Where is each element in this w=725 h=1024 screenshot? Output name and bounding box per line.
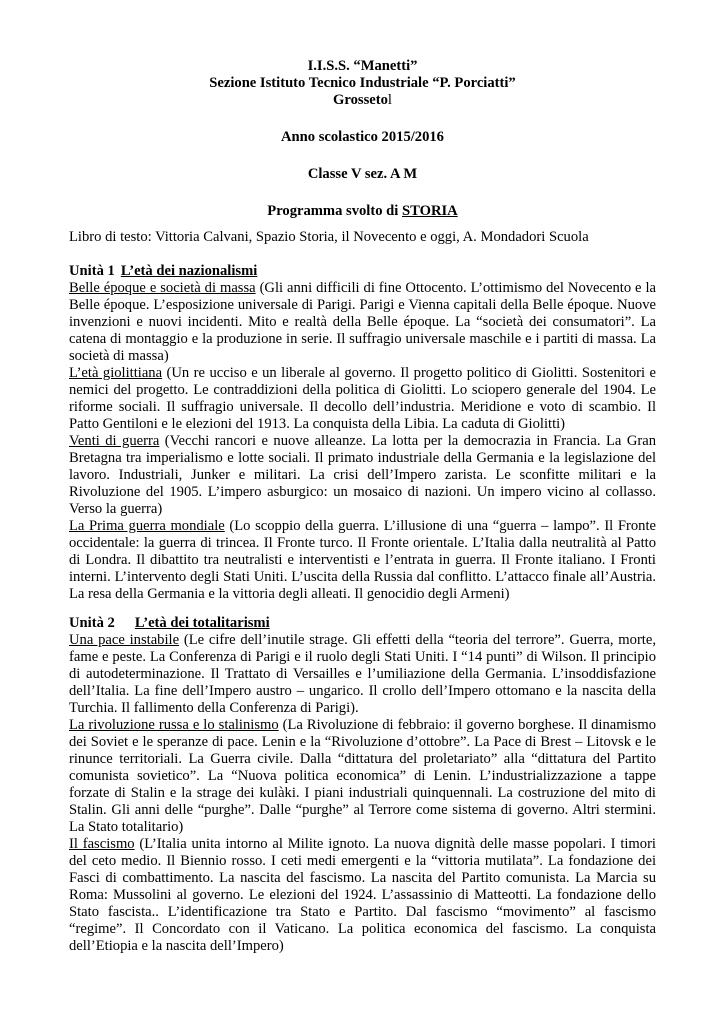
section-text: (Vecchi rancori e nuove alleanze. La lotta per la democrazia in Francia. La Gran Bretagna tra imperialismo e lotte sociali. Il primato industriale della Germania e la legislazione del lavoro. Industriali, Junker e militari. La crisi dell’Impero zarista. Le sconfitte militari e la Rivoluzione del 1905. L’impero asburgico: un mosaico di nazioni. Un impero vicino al collasso. Verso la guerra) <box>69 433 656 517</box>
unit-1-section-2 <box>69 365 656 433</box>
unit-label: Unità 1 <box>69 263 115 279</box>
unit-1 <box>69 263 656 603</box>
unit-2-section-2 <box>69 717 656 836</box>
section-heading: Venti di guerra <box>69 433 160 449</box>
school-section: Sezione Istituto Tecnico Industriale “P. Porciatti” <box>209 75 516 91</box>
unit-2-section-1 <box>69 632 656 717</box>
section-heading: La rivoluzione russa e lo stalinismo <box>69 717 279 733</box>
city-stray-mark: l <box>387 92 392 108</box>
subject-name: STORIA <box>402 203 458 219</box>
program-title <box>0 203 725 220</box>
unit-1-section-3 <box>69 433 656 518</box>
school-city: Grosseto <box>333 92 388 108</box>
program-prefix: Programma svolto di <box>267 203 402 219</box>
unit-1-heading <box>69 263 656 280</box>
unit-title: L’età dei nazionalismi <box>120 263 258 279</box>
section-heading: Belle époque e società di massa <box>69 280 256 296</box>
section-text: (Le cifre dell’inutile strage. Gli effetti della “teoria del terrore”. Guerra, morte, fame e peste. La Conferenza di Parigi e il ruolo degli Stati Uniti. I “14 punti” di Wilson. Il principio di autodeterminazione. Il Trattato di Versailles e l’umiliazione della Germania. L’insoddisfazione dell’Italia. La fine dell’Impero austro – ungarico. Il crollo dell’Impero ottomano e la nascita della Turchia. Il fallimento della Conferenza di Parigi). <box>69 632 656 716</box>
section-text: (La Rivoluzione di febbraio: il governo borghese. Il dinamismo dei Soviet e le speranze di pace. Lenin e la “Rivoluzione d’ottobre”. La Pace di Brest – Litovsk e le rinunce territoriali. La Guerra civile. Dalla “dittatura del proletariato” alla “dittatura del Partito comunista sovietico”. La “Nuova politica economica” di Lenin. L’industrializzazione a tappe forzate di Stalin e la strage dei kulàki. I piani industriali quinquennali. La costruzione del mito di Stalin. Gli anni delle “purghe”. Dalle “purghe” al Terrore come sistema di governo. Altri stermini. La Stato totalitario) <box>69 717 656 835</box>
school-name: I.I.S.S. “Manetti” <box>307 58 418 74</box>
section-text: (Un re ucciso e un liberale al governo. Il progetto politico di Giolitti. Sostenitori e nemici del progetto. Le contraddizioni della politica di Giolitti. Lo sciopero generale del 1904. Le riforme sociali. Il suffragio universale. Il decollo dell’industria. Meridione e voto di scambio. Il Patto Gentiloni e le elezioni del 1913. La conquista della Libia. La caduta di Giolitti) <box>69 365 657 432</box>
unit-title: L’età dei totalitarismi <box>134 615 270 631</box>
unit-2 <box>69 615 656 955</box>
textbook-line: Libro di testo: Vittoria Calvani, Spazio Storia, il Novecento e oggi, A. Mondadori Scuola <box>69 229 589 245</box>
section-heading: L’età giolittiana <box>69 365 163 381</box>
section-heading: La Prima guerra mondiale <box>69 518 225 534</box>
school-year: Anno scolastico 2015/2016 <box>281 129 444 145</box>
unit-2-section-3 <box>69 836 656 955</box>
unit-label: Unità 2 <box>69 615 115 631</box>
school-city-line <box>0 92 725 109</box>
section-heading: Una pace instabile <box>69 632 180 648</box>
unit-1-section-1 <box>69 280 656 365</box>
section-heading: Il fascismo <box>69 836 135 852</box>
unit-2-heading <box>69 615 656 632</box>
class-label: Classe V sez. A M <box>307 166 418 182</box>
unit-1-section-4 <box>69 518 656 603</box>
section-text: (L’Italia unita intorno al Milite ignoto. La nuova dignità delle masse popolari. I timori del ceto medio. Il Biennio rosso. I ceti medi emergenti e la “vittoria mutilata”. La fondazione dei Fasci di combattimento. La nascita del fascismo. La nascita del Partito comunista. La Marcia su Roma: Mussolini al governo. Le elezioni del 1924. L’assassinio di Matteotti. La fondazione dello Stato fascista.. L’identificazione tra Stato e Partito. Dal fascismo “movimento” al fascismo “regime”. Il Concordato con il Vaticano. La politica economica del fascismo. La conquista dell’Etiopia e la nascita dell’Impero) <box>69 836 656 954</box>
document-header <box>0 58 725 220</box>
section-text: (Gli anni difficili di fine Ottocento. L’ottimismo del Novecento e la Belle époque. L’esposizione universale di Parigi. Parigi e Vienna capitali della Belle époque. Nuove invenzioni e nuovi incidenti. Mito e realtà della Belle époque. La “società dei consumatori”. La catena di montaggio e la produzione in serie. Il suffragio universale maschile e i partiti di massa. La società di massa) <box>69 280 656 364</box>
section-text: (Lo scoppio della guerra. L’illusione di una “guerra – lampo”. Il Fronte occidentale: la guerra di trincea. Il Fronte turco. Il Fronte orientale. L’Italia dalla neutralità al Patto di Londra. Il dibattito tra neutralisti e interventisti e l’entrata in guerra. Il Fronte italiano. I Fronti interni. L’intervento degli Stati Uniti. L’uscita della Russia dal conflitto. L’attacco finale all’Austria. La resa della Germania e la vittoria degli alleati. Il genocidio degli Armeni) <box>69 518 656 602</box>
